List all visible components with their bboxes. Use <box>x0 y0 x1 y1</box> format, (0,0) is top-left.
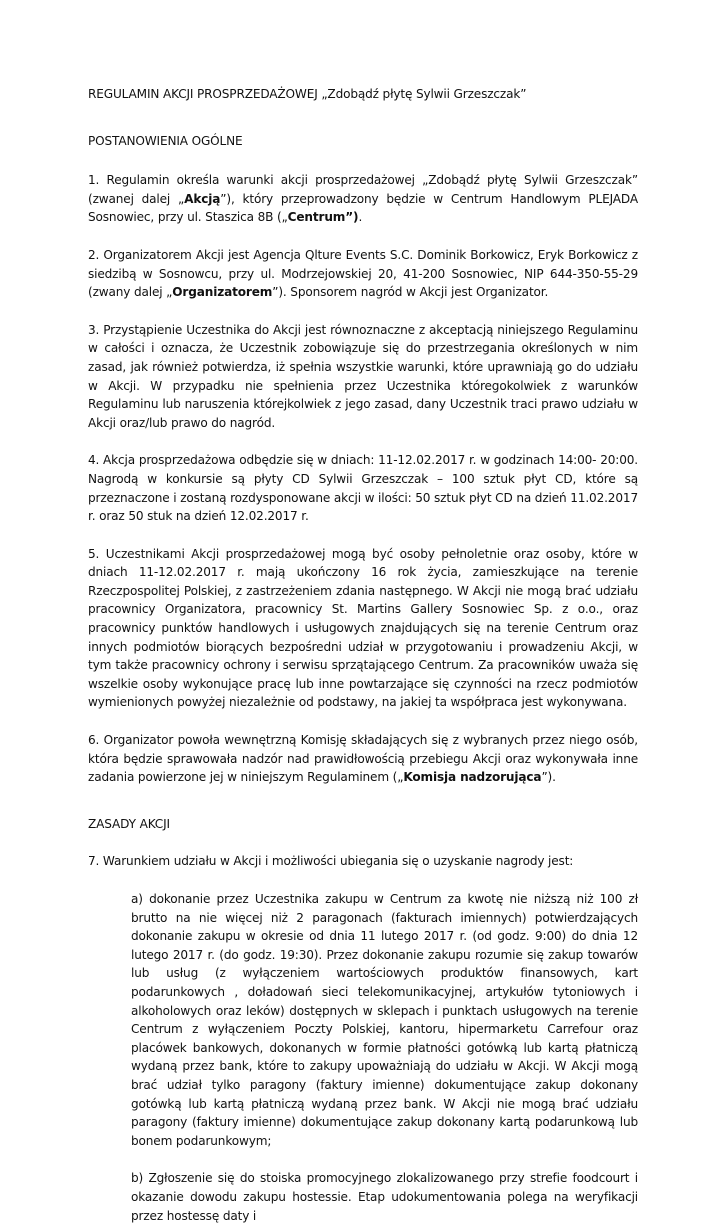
section-heading-rules: ZASADY AKCJI <box>88 816 170 831</box>
paragraph-7: 7. Warunkiem udziału w Akcji i możliwości ubiegania się o uzyskanie nagrody jest: <box>88 854 574 869</box>
defined-term-akcja: Akcją <box>184 191 221 206</box>
paragraph-1-text: ”), który przeprowadzony będzie w Centrum Handlowym PLEJADA Sosnowiec, przy ul. Staszica 8B („ <box>88 191 638 225</box>
spacer <box>88 1150 638 1169</box>
spacer <box>88 150 638 171</box>
defined-term-komisja: Komisja nadzorująca <box>403 770 542 785</box>
paragraph-2-text: 2. Organizatorem Akcji jest Agencja Qlture Events S.C. Dominik Borkowicz, Eryk Borkowicz z siedzibą w Sosnowcu, przy ul. Modrzejowskiej 20, 41-200 Sosnowiec, NIP 644-350-55-29 (zwany dalej „ <box>88 247 638 300</box>
paragraph-6-text: ”). <box>541 770 556 785</box>
spacer <box>88 526 638 545</box>
paragraph-2 <box>88 246 638 302</box>
paragraph-6-text: 6. Organizator powoła wewnętrzną Komisję składających się z wybranych przez niego osób, która będzie sprawowała nadzór nad prawidłowością przebiegu Akcji oraz wykonywała inne zadania powierzone jej w niniejszym Regulaminem („ <box>88 733 638 785</box>
paragraph-1-text: . <box>358 210 363 225</box>
paragraph-1-text: 1. Regulamin określa warunki akcji prosprzedażowej „Zdobądź płytę Sylwii Grzeszczak” (zwanej dalej „ <box>88 173 638 206</box>
section-heading-general: POSTANOWIENIA OGÓLNE <box>88 133 243 148</box>
paragraph-3: 3. Przystąpienie Uczestnika do Akcji jest równoznaczne z akceptacją niniejszego Regulaminu w całości i oznacza, że Uczestnik zobowiązuje się do przestrzegania określonych w nim zasad, jak również potwierdza, iż spełnia wszystkie warunki, które uprawniają go do udziału w Akcji. W przypadku nie spełnienia przez Uczestnika któregokolwiek z warunków Regulaminu lub naruszenia którejkolwiek z jego zasad, dany Uczestnik traci prawo udziału w Akcji oraz/lub prawo do nagród. <box>88 322 638 430</box>
spacer <box>88 833 638 852</box>
document-title: REGULAMIN AKCJI PROSPRZEDAŻOWEJ „Zdobądź płytę Sylwii Grzeszczak” <box>88 87 527 101</box>
paragraph-7a: a) dokonanie przez Uczestnika zakupu w Centrum za kwotę nie niższą niż 100 zł brutto na nie więcej niż 2 paragonach (fakturach imiennych) potwierdzających dokonanie zakupu w okresie od dnia 11 lutego 2017 r. (od godz. 9:00) do dnia 12 lutego 2017 r. (do godz. 19:30). Przez dokonanie zakupu rozumie się zakup towarów lub usług (z wyłączeniem wartościowych produktów finansowych, kart podarunkowych , doładowań sieci telekomunikacyjnej, artykułów tytoniowych i alkoholowych oraz leków) dostępnych w sklepach i punktach usługowych na terenie Centrum z wyłączeniem Poczty Polskiej, kantoru, hipermarketu Carrefour oraz placówek bankowych, dokonanych w formie płatności gotówką lub kartą płatniczą wydaną przez bank, które to zakupy upoważniają do udziału w Akcji. W Akcji mogą brać udział tylko paragony (faktury imienne) dokumentujące zakup dokonany gotówką lub kartą płatniczą wydaną przez bank. W Akcji nie mogą brać udziału paragony (faktury imienne) dokumentujące zakup dokonany kartą podarunkową lub bonem podarunkowym; <box>131 892 638 1148</box>
spacer <box>88 227 638 246</box>
spacer <box>88 871 638 890</box>
paragraph-2-text: ”). Sponsorem nagród w Akcji jest Organizator. <box>272 285 549 300</box>
spacer <box>88 712 638 731</box>
spacer <box>88 787 638 815</box>
paragraph-5: 5. Uczestnikami Akcji prosprzedażowej mogą być osoby pełnoletnie oraz osoby, które w dniach 11-12.02.2017 r. mają ukończony 16 rok życia, zamieszkujące na terenie Rzeczpospolitej Polskiej, z zastrzeżeniem zdania następnego. W Akcji nie mogą brać udziału pracownicy Organizatora, pracownicy St. Martins Gallery Sosnowiec Sp. z o.o., oraz pracownicy punktów handlowych i usługowych znajdujących się na terenie Centrum oraz innych podmiotów biorących bezpośredni udział w przygotowaniu i prowadzeniu Akcji, w tym także pracownicy ochrony i serwisu sprzątającego Centrum. Za pracowników uważa się wszelkie osoby wykonujące pracę lub inne powtarzające się czynności na rzecz podmiotów wymienionych powyżej niezależnie od podstawy, na jakiej ta współpraca jest wykonywana. <box>88 546 638 710</box>
spacer <box>88 104 638 132</box>
defined-term-organizator: Organizatorem <box>172 285 273 300</box>
paragraph-6 <box>88 731 638 787</box>
paragraph-7b: b) Zgłoszenie się do stoiska promocyjnego zlokalizowanego przy strefie foodcourt i okazanie dowodu zakupu hostessie. Etap udokumentowania polega na weryfikacji przez hostessę daty i <box>131 1171 638 1223</box>
spacer <box>88 432 638 451</box>
paragraph-1 <box>88 171 638 227</box>
defined-term-centrum: Centrum”) <box>287 210 359 225</box>
spacer <box>88 302 638 321</box>
paragraph-4: 4. Akcja prosprzedażowa odbędzie się w dniach: 11-12.02.2017 r. w godzinach 14:00- 20:00. Nagrodą w konkursie są płyty CD Sylwii Grzeszczak – 100 sztuk płyt CD, które są przeznaczone i zostaną rozdysponowane akcji w ilości: 50 sztuk płyt CD na dzień 11.02.2017 r. oraz 50 stuk na dzień 12.02.2017 r. <box>88 453 638 524</box>
